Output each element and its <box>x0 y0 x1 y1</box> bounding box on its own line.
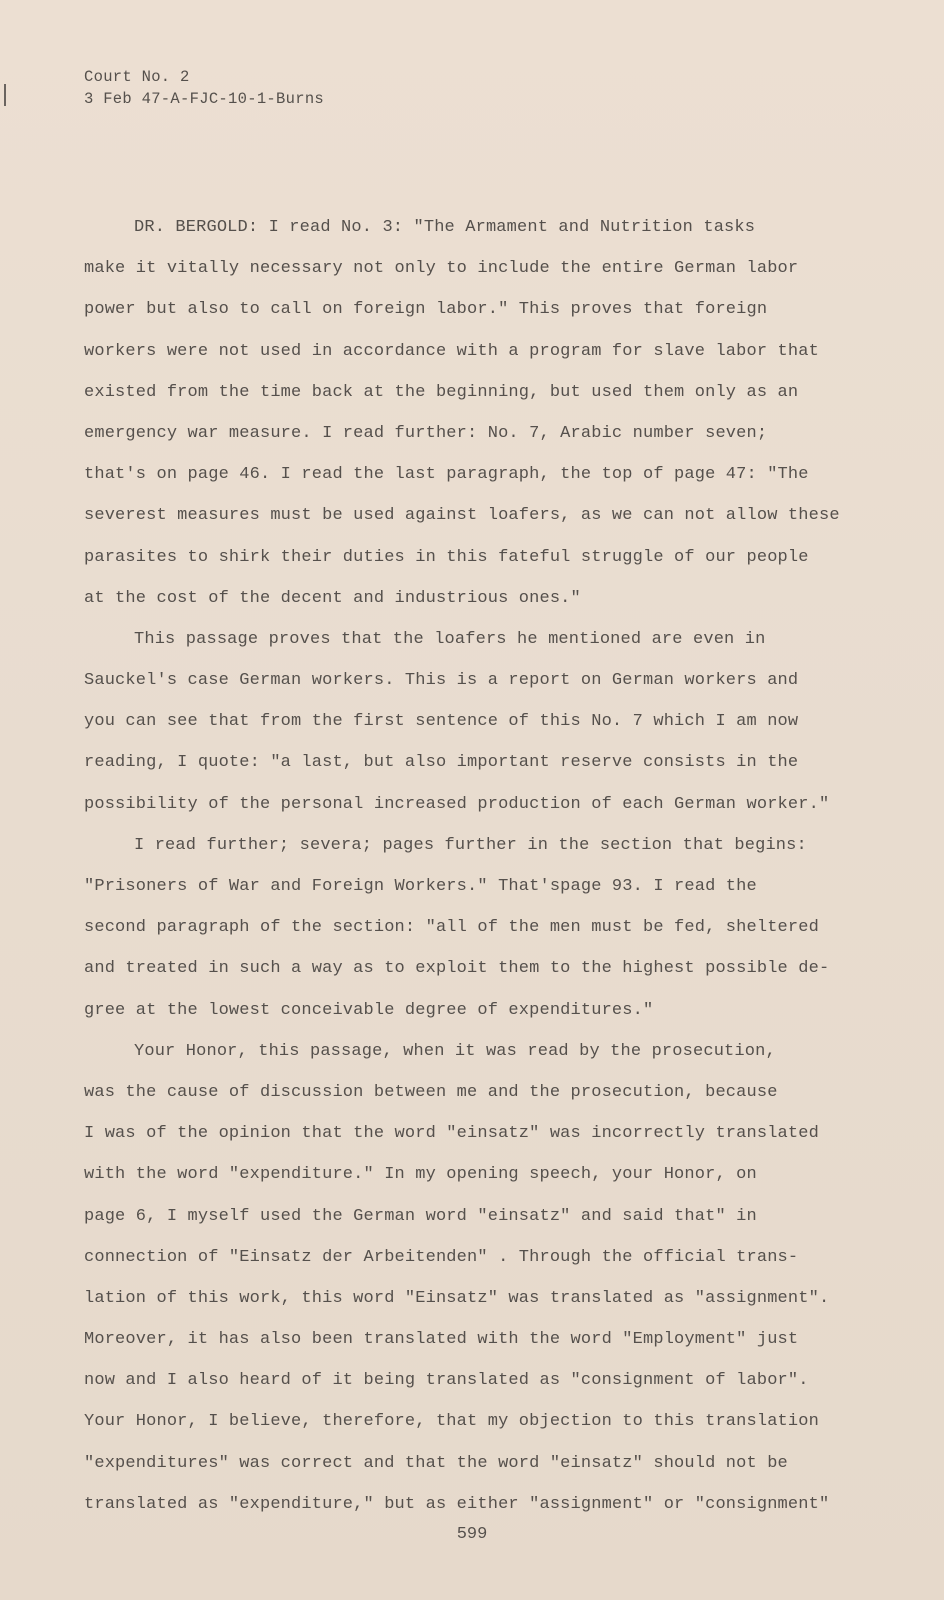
transcript-line: and treated in such a way as to exploit them to the highest possible de- <box>84 959 830 979</box>
transcript-line: workers were not used in accordance with a program for slave labor that <box>84 341 819 361</box>
transcript-line: DR. BERGOLD: I read No. 3: "The Armament and Nutrition tasks <box>134 218 756 237</box>
transcript-line: existed from the time back at the beginning, but used them only as an <box>84 382 799 402</box>
transcript-line: parasites to shirk their duties in this fateful struggle of our people <box>84 547 809 567</box>
transcript-line: I was of the opinion that the word "einsatz" was incorrectly translated <box>84 1124 819 1144</box>
transcript-line: at the cost of the decent and industrious ones." <box>84 588 581 608</box>
transcript-line: now and I also heard of it being translated as "consignment of labor". <box>84 1371 809 1391</box>
transcript-line: Moreover, it has also been translated with the word "Employment" just <box>84 1330 799 1350</box>
transcript-line: make it vitally necessary not only to include the entire German labor <box>84 259 799 279</box>
transcript-line: Your Honor, this passage, when it was read by the prosecution, <box>134 1041 776 1061</box>
transcript-reference: 3 Feb 47-A-FJC-10-1-Burns <box>84 90 325 108</box>
transcript-line: with the word "expenditure." In my opening speech, your Honor, on <box>84 1165 757 1185</box>
transcript-line: "expenditures" was correct and that the word "einsatz" should not be <box>84 1453 788 1473</box>
transcript-line: power but also to call on foreign labor." This proves that foreign <box>84 300 768 320</box>
transcript-line: emergency war measure. I read further: No. 7, Arabic number seven; <box>84 423 768 443</box>
transcript-line: lation of this work, this word "Einsatz" was translated as "assignment". <box>84 1288 830 1308</box>
document-header <box>84 66 324 110</box>
transcript-line: connection of "Einsatz der Arbeitenden" . Through the official trans- <box>84 1247 799 1267</box>
transcript-line: I read further; severa; pages further in the section that begins: <box>134 835 807 855</box>
transcript-line: gree at the lowest conceivable degree of expenditures." <box>84 1000 654 1020</box>
transcript-line: possibility of the personal increased production of each German worker." <box>84 794 830 814</box>
transcript-line: "Prisoners of War and Foreign Workers." That'spage 93. I read the <box>84 877 757 896</box>
transcript-line: translated as "expenditure," but as either "assignment" or "consignment" <box>84 1494 830 1514</box>
transcript-line: was the cause of discussion between me and the prosecution, because <box>84 1082 778 1102</box>
court-label: Court No. 2 <box>84 68 190 86</box>
transcript-body <box>84 207 844 1525</box>
transcript-line: Sauckel's case German workers. This is a report on German workers and <box>84 671 799 691</box>
page-number: 599 <box>456 1525 488 1544</box>
transcript-line: page 6, I myself used the German word "einsatz" and said that" in <box>84 1206 757 1226</box>
transcript-line: severest measures must be used against loafers, as we can not allow these <box>84 506 840 526</box>
transcript-line: Your Honor, I believe, therefore, that my objection to this translation <box>84 1412 819 1432</box>
transcript-line: you can see that from the first sentence of this No. 7 which I am now <box>84 712 799 732</box>
transcript-line: reading, I quote: "a last, but also important reserve consists in the <box>84 753 799 773</box>
transcript-line: second paragraph of the section: "all of the men must be fed, sheltered <box>84 918 819 938</box>
transcript-line: that's on page 46. I read the last paragraph, the top of page 47: "The <box>84 465 809 485</box>
binding-mark <box>4 84 6 106</box>
transcript-line: This passage proves that the loafers he mentioned are even in <box>134 629 766 649</box>
